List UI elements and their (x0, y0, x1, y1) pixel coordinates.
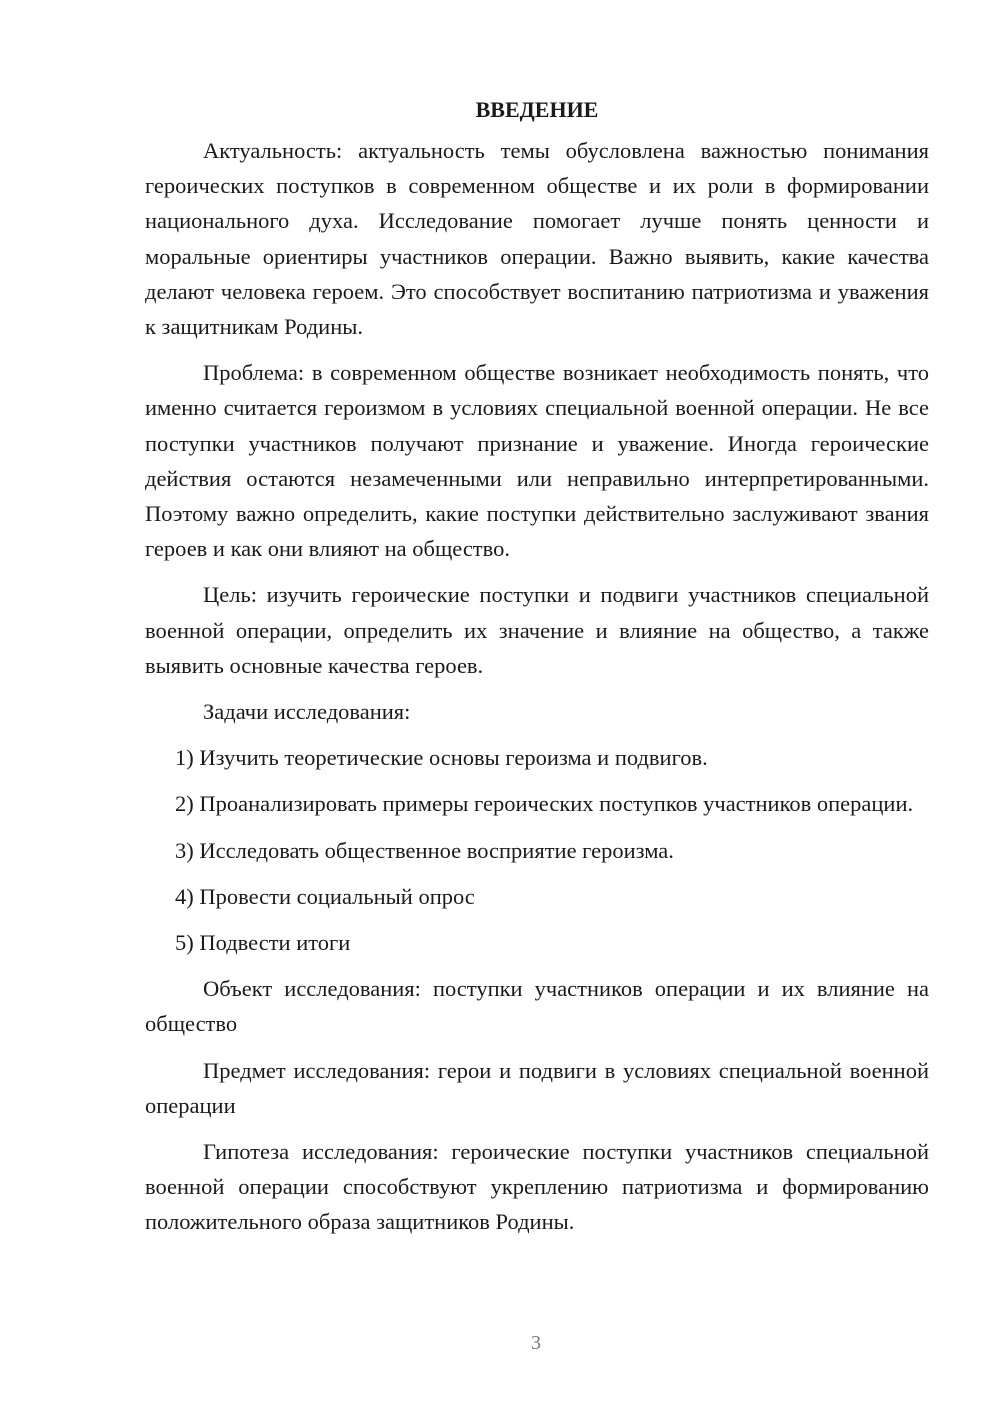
document-body (145, 92, 929, 1240)
task-item-2: 2) Проанализировать примеры героических поступков участников операции. (175, 791, 914, 817)
task-item-1: 1) Изучить теоретические основы героизма и подвигов. (175, 745, 708, 771)
page-number: 3 (531, 1332, 541, 1354)
paragraph-goal: Цель: изучить героические поступки и подвиги участников специальной военной операции, определить их значение и влияние на общество, а также выявить основные качества героев. (145, 582, 929, 678)
task-item-5: 5) Подвести итоги (175, 930, 351, 956)
paragraph-hypothesis: Гипотеза исследования: героические поступки участников специальной военной операции способствуют укреплению патриотизма и формированию положительного образа защитников Родины. (145, 1139, 929, 1235)
paragraph-object: Объект исследования: поступки участников операции и их влияние на общество (145, 976, 929, 1037)
paragraph-relevance: Актуальность: актуальность темы обусловлена важностью понимания героических поступков в современном обществе и их роли в формировании национального духа. Исследование помогает лучше понять ценности и моральные ориентиры участников операции. Важно выявить, какие качества делают человека героем. Это способствует воспитанию патриотизма и уважения к защитникам Родины. (145, 138, 929, 340)
page-title: ВВЕДЕНИЕ (475, 97, 599, 122)
task-item-4: 4) Провести социальный опрос (175, 883, 475, 909)
task-item-3: 3) Исследовать общественное восприятие героизма. (175, 837, 674, 863)
paragraph-problem: Проблема: в современном обществе возникает необходимость понять, что именно считается героизмом в условиях специальной военной операции. Не все поступки участников получают признание и уважение. Иногда героические действия остаются незамеченными или неправильно интерпретированными. Поэтому важно определить, какие поступки действительно заслуживают звания героев и как они влияют на общество. (145, 360, 929, 562)
paragraph-subject: Предмет исследования: герои и подвиги в условиях специальной военной операции (145, 1057, 929, 1118)
paragraph-tasks-heading: Задачи исследования: (203, 699, 411, 725)
